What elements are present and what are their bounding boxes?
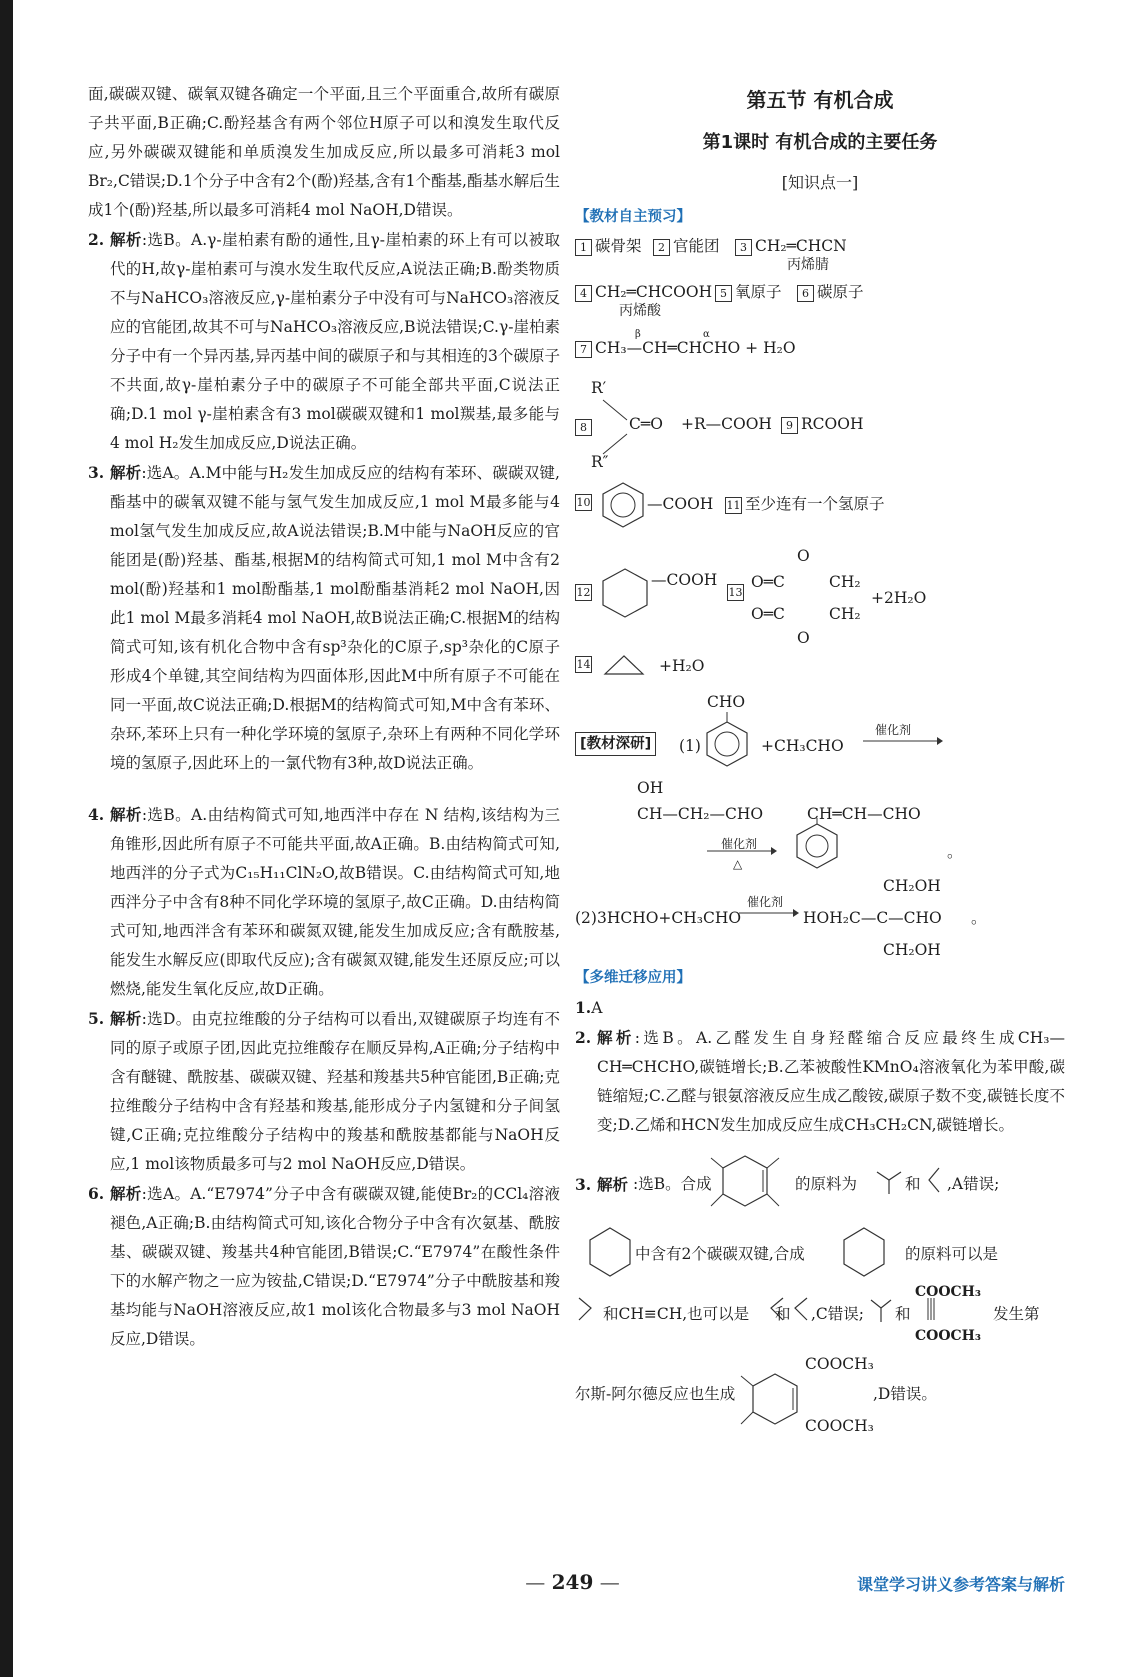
diene-structure-icon: [869, 1294, 893, 1326]
answer-text: :选B。A.乙醛发生自身羟醛缩合反应最终生成CH₃—CH═CHCHO,碳链增长;B.乙苯被酸性KMnO₄溶液氧化为苯甲酸,碳链缩短;C.乙醛与银氨溶液反应生成乙酸铵,碳原子数不变,碳链长度不变;D.乙烯和HCN发生加成反应生成CH₃CH₂CN,碳链增长。: [597, 1029, 1065, 1134]
answer-number: 2: [653, 239, 670, 256]
page-number: — 249 —: [525, 1570, 620, 1594]
epoxide-ring-icon: [601, 652, 647, 680]
answer-number: 12: [576, 586, 591, 599]
book-spine: [0, 0, 13, 1677]
benzene-ring-icon: [597, 480, 649, 530]
answer-text: 尔斯-阿尔德反应也生成: [575, 1385, 736, 1403]
preview-tag: 【教材自主预习】: [575, 209, 691, 225]
heat-symbol: △: [733, 857, 743, 871]
analysis-label: 解析: [597, 1175, 629, 1194]
aldehyde-group: CHO: [707, 693, 746, 711]
hydroxyl-group: OH: [637, 779, 664, 797]
answer-note: 丙烯腈: [787, 257, 829, 273]
benzene-ring-icon: [791, 818, 843, 870]
answer-number: 8: [575, 419, 592, 436]
knowledge-point-heading: [知识点一]: [781, 173, 859, 192]
catalyst-label: 催化剂: [875, 723, 912, 737]
analysis-label: 解析: [597, 1028, 635, 1047]
period-mark: 。: [947, 843, 963, 861]
ester-group: COOCH₃: [915, 1328, 982, 1344]
answer-text: :选B。A.由结构简式可知,地西泮中存在 N 结构,该结构为三角锥形,因此所有原子不可能共平面,故A正确。B.由结构简式可知,地西泮的分子式为C₁₅H₁₁ClN₂O,故B错误。C.由结构简式可知,地西泮分子中含有8种不同化学环境的氢原子,故C正确。D.由结构简式可知,地西泮含有苯环和碳氮双键,能发生加成反应;含有酰胺基,能发生水解反应(即取代反应);含有碳氮双键,能发生还原反应;可以燃烧,能发生氧化反应,故D正确。: [110, 806, 560, 998]
answer-text: 发生第: [993, 1305, 1040, 1323]
answer-formula: +R—COOH: [681, 415, 772, 433]
footer-title: 课堂学习讲义参考答案与解析: [856, 1575, 1065, 1594]
answer-number: 6: [797, 285, 814, 302]
answer-formula: CH₃—CH═CHCHO + H₂O: [595, 339, 796, 357]
carbonyl-group: O═C: [751, 573, 785, 591]
answer-text: 和: [895, 1305, 911, 1323]
hydroxymethyl-group: CH₂OH: [883, 941, 941, 959]
answer-text: 中含有2个碳碳双键,合成: [635, 1245, 805, 1263]
catalyst-label: 催化剂: [747, 895, 784, 909]
methylene-group: CH₂: [829, 573, 861, 591]
page-number-text: 249: [551, 1570, 594, 1594]
answer-item-2: [88, 225, 560, 458]
answer-12-13: [575, 542, 1065, 646]
item-number: 1.: [575, 998, 592, 1017]
answer-text: :选A。A.“E7974”分子中含有碳碳双键,能使Br₂的CCl₄溶液褪色,A正确;B.由结构简式可知,该化合物分子中含有次氨基、酰胺基、碳碳双键、羧基共4种官能团,B错误;C.“E7974”在酸性条件下的水解产物之一应为铵盐,C错误;D.“E7974”分子中酰胺基和羧基均能与NaOH溶液反应,故1 mol该化合物最多与3 mol NaOH反应,D错误。: [110, 1185, 560, 1348]
answer-continuation: 面,碳碳双键、碳氧双键各确定一个平面,且三个平面重合,故所有碳原子共平面,B正确;C.酚羟基含有两个邻位H原子可以和溴发生取代反应,另外碳碳双键能和单质溴发生加成反应,所以最多可消耗3 mol Br₂,C错误;D.1个分子中含有2个(酚)羟基,含有1个酯基,酯基水解后生成1个(酚)羟基,所以最多可消耗4 mol NaOH,D错误。: [88, 85, 560, 219]
answer-number: 11: [726, 498, 741, 512]
answer-text: ,C错误;: [811, 1305, 865, 1323]
apply-item-3: [575, 1144, 1065, 1434]
reactant-formula: +CH₃CHO: [761, 737, 844, 755]
reaction-arrow-icon: [739, 908, 799, 918]
answer-item-5: [88, 1004, 560, 1179]
item-number: 2.: [88, 230, 105, 249]
lesson-title: 第1课时 有机合成的主要任务: [702, 132, 938, 153]
ring-oxygen: O: [797, 547, 810, 565]
deep-study-tag: [教材深研]: [575, 732, 656, 756]
answer-7: [575, 328, 1065, 374]
answer-number: 10: [576, 496, 591, 509]
section-title: 第五节 有机合成: [746, 88, 894, 112]
apply-item-2: [575, 1023, 1065, 1140]
answer-text: 和: [775, 1305, 791, 1323]
answer-formula: CH₂═CHCN: [755, 237, 847, 255]
answer-text: :选B。合成: [633, 1175, 712, 1193]
hydroxymethyl-group: CH₂OH: [883, 877, 941, 895]
answer-number: 9: [781, 417, 798, 434]
answer-number: 4: [575, 285, 592, 302]
answer-number: 5: [715, 285, 732, 302]
product-chain: CH═CH—CHO: [807, 805, 921, 823]
ester-group: COOCH₃: [915, 1284, 982, 1300]
item-number: 4.: [88, 805, 105, 824]
answer-number: 14: [576, 658, 591, 671]
answer-text: ,A错误;: [947, 1175, 1000, 1193]
apply-item-1: [575, 993, 1065, 1023]
analysis-label: 解析: [110, 230, 142, 249]
cyclohexadiene-structure-icon: [829, 1220, 899, 1290]
beta-label: β: [635, 329, 641, 340]
part-label: (1): [679, 737, 701, 755]
answer-14: [575, 646, 1065, 688]
answer-text: 的原料可以是: [905, 1245, 999, 1263]
apply-tag: 【多维迁移应用】: [575, 970, 691, 986]
period-mark: 。: [971, 909, 987, 927]
right-column: [575, 80, 1065, 1434]
reactant-formula: (2)3HCHO+CH₃CHO: [575, 909, 742, 927]
answer-text: 的原料为: [795, 1175, 858, 1193]
answer-item-4: [88, 800, 560, 1004]
left-column: [88, 80, 560, 1354]
aldol-product-chain: CH—CH₂—CHO: [637, 805, 764, 823]
answer-text: 碳骨架: [595, 237, 642, 255]
carbonyl-group: C═O: [629, 415, 663, 433]
benzene-ring-icon: [701, 712, 753, 772]
answer-formula: +2H₂O: [871, 589, 927, 607]
ester-group: COOCH₃: [805, 1355, 874, 1373]
ester-group: COOCH₃: [805, 1417, 874, 1435]
answer-formula: CH₂═CHCOOH: [595, 283, 713, 301]
product-formula: HOH₂C—C—CHO: [803, 909, 942, 927]
item-number: 3.: [88, 463, 105, 482]
answer-text: 氧原子: [735, 283, 782, 301]
methylene-group: CH₂: [829, 605, 861, 623]
answer-text: 和CH≡CH,也可以是: [603, 1305, 750, 1323]
substituent-r2: R″: [591, 453, 609, 471]
answer-item-6: [88, 1179, 560, 1354]
alpha-label: α: [703, 329, 710, 340]
answer-formula: —COOH: [651, 571, 718, 589]
item-number: 5.: [88, 1009, 105, 1028]
cyclohexane-ring-icon: [597, 566, 657, 622]
answer-number: 13: [728, 586, 743, 599]
answer-number: 1: [575, 239, 592, 256]
answer-text: :选B。A.γ-崖柏素有酚的通性,且γ-崖柏素的环上有可以被取代的H,故γ-崖柏素可与溴水发生取代反应,A说法正确;B.酚类物质不与NaHCO₃溶液反应,γ-崖柏素分子中没有可与NaHCO₃溶液反应的官能团,故其不可与NaHCO₃溶液反应,B说法错误;C.γ-崖柏素分子中有一个异丙基,异丙基中间的碳原子和与其相连的3个碳原子不共面,故γ-崖柏素分子中的碳原子不可能全部共平面,C说法正确;D.1 mol γ-崖柏素含有3 mol碳碳双键和1 mol羰基,最多能与4 mol H₂发生加成反应,D说法正确。: [110, 231, 560, 452]
deep-study-2: [575, 872, 1065, 962]
answer-10: [575, 480, 1065, 542]
answer-item-3: [88, 458, 560, 778]
catalyst-label: 催化剂: [721, 837, 758, 851]
answer-formula: RCOOH: [801, 415, 864, 433]
answer-text: 至少连有一个氢原子: [745, 495, 885, 513]
answer-note: 丙烯酸: [619, 303, 661, 319]
answer-number: 3: [735, 239, 752, 256]
analysis-label: 解析: [110, 463, 142, 482]
answer-text: 官能团: [673, 237, 720, 255]
answer-text: :选A。A.M中能与H₂发生加成反应的结构有苯环、碳碳双键,酯基中的碳氧双键不能与氢气发生加成反应,1 mol M最多能与4 mol氢气发生加成反应,故A说法错误;B.M中能与NaOH反应的官能团是(酚)羟基、酯基,根据M的结构简式可知,1 mol M中含有2 mol(酚)羟基和1 mol酚酯基,1 mol酚酯基消耗2 mol NaOH,因此1 mol M最多消耗4 mol NaOH,故B说法正确;C.根据M的结构简式可知,该有机化合物中含有sp³杂化的C原子,sp³杂化的C原子形成4个单键,其空间结构为四面体形,因此M中所有原子不可能在同一平面,故C说法正确;D.根据M的结构简式可知,M中含有苯环、杂环,苯环上只有一种化学环境的氢原子,杂环上有两种不同化学环境的氢原子,因此环上的一氯代物有3种,故D说法正确。: [110, 464, 560, 772]
answer-text: :选D。由克拉维酸的分子结构可以看出,双键碳原子均连有不同的原子或原子团,因此克拉维酸存在顺反异构,A正确;分子结构中含有醚键、酰胺基、碳碳双键、羟基和羧基共5种官能团,B正确;克拉维酸分子结构中含有羟基和羧基,能形成分子内氢键和分子间氢键,C正确;克拉维酸分子结构中的羧基和酰胺基都能与NaOH反应,1 mol该物质最多可与2 mol NaOH反应,D错误。: [110, 1010, 560, 1173]
reaction-arrow-icon: [863, 736, 943, 746]
answer-8: [575, 374, 1065, 480]
item-number: 3.: [575, 1175, 592, 1194]
answer-formula: —COOH: [647, 495, 714, 513]
answer-number: 7: [575, 341, 592, 358]
substituent-r1: R′: [591, 379, 607, 397]
analysis-label: 解析: [110, 805, 142, 824]
item-number: 2.: [575, 1028, 592, 1047]
analysis-label: 解析: [110, 1184, 142, 1203]
answer-formula: +H₂O: [659, 657, 705, 675]
triple-bond-icon: [927, 1298, 935, 1320]
answers-row-2: [575, 278, 1065, 328]
answer-text: 和: [905, 1175, 921, 1193]
cyclohexene-structure-icon: [705, 1144, 785, 1224]
deep-study-1: [575, 688, 1065, 872]
alkene-structure-icon: [923, 1166, 947, 1196]
answer-text: A: [591, 999, 603, 1017]
analysis-label: 解析: [110, 1009, 142, 1028]
alkene-structure-icon: [575, 1294, 605, 1328]
cyclohexadiene-diester-structure-icon: [735, 1362, 815, 1442]
diene-structure-icon: [875, 1166, 903, 1196]
answers-row-1: [575, 232, 1065, 278]
answer-text: ,D错误。: [873, 1385, 937, 1403]
answer-text: 碳原子: [817, 283, 864, 301]
carbonyl-group: O═C: [751, 605, 785, 623]
ring-oxygen: O: [797, 629, 810, 647]
item-number: 6.: [88, 1184, 105, 1203]
